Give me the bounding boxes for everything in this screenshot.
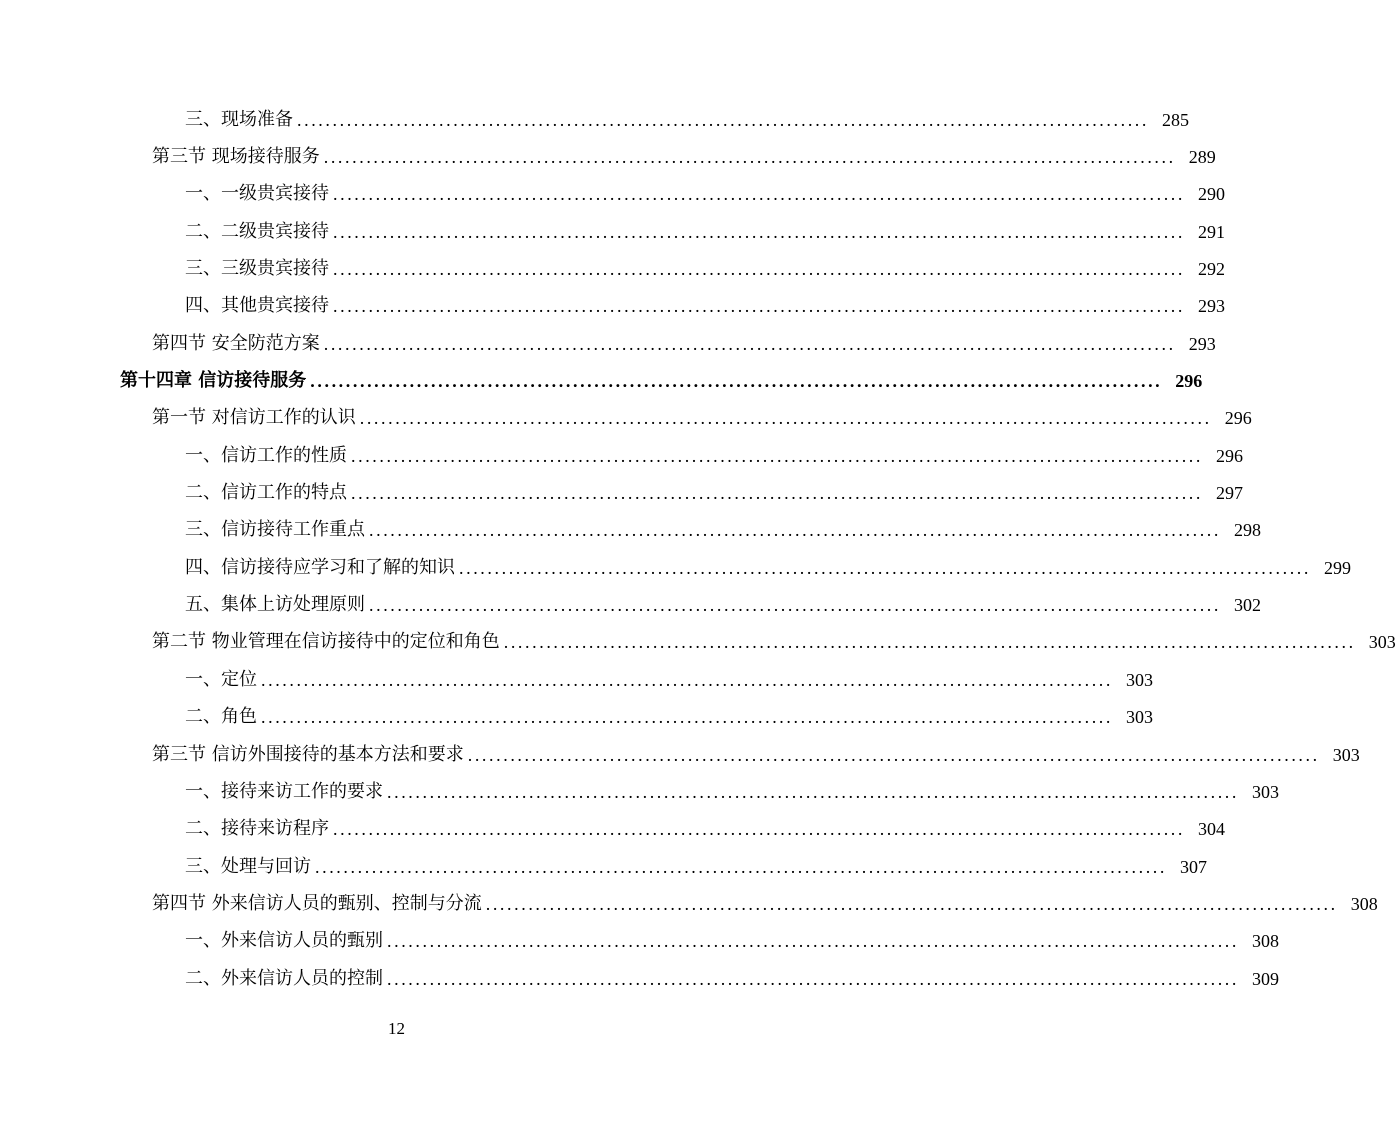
toc-entry-page: 298 xyxy=(1234,520,1261,541)
toc-entry-page: 289 xyxy=(1188,147,1216,168)
toc-entry-title: 三、处理与回访 xyxy=(185,858,315,876)
toc-entry[interactable] xyxy=(0,288,1225,325)
dot-leader: ........................................................................................................................ xyxy=(387,931,1239,952)
toc-entry[interactable] xyxy=(0,250,1225,287)
toc-entry[interactable] xyxy=(0,923,1279,960)
toc-chapter-title: 第十四章 信访接待服务 xyxy=(120,372,310,390)
toc-entry-page: 303 xyxy=(1252,781,1279,802)
toc-entry[interactable] xyxy=(0,512,1261,549)
table-of-contents xyxy=(0,101,1396,997)
dot-leader: ........................................................................................................................ xyxy=(387,968,1239,989)
dot-leader: ........................................................................................................................ xyxy=(359,408,1212,429)
dot-leader: ........................................................................................................................ xyxy=(333,259,1185,280)
toc-entry-page: 303 xyxy=(1368,632,1396,653)
dot-leader: ........................................................................................................................ xyxy=(351,483,1203,504)
toc-entry-title: 一、定位 xyxy=(185,671,261,689)
dot-leader: ........................................................................................................................ xyxy=(323,147,1176,168)
toc-entry[interactable] xyxy=(0,101,1189,138)
toc-entry-page: 308 xyxy=(1252,931,1279,952)
toc-entry-title: 第三节 现场接待服务 xyxy=(152,148,324,166)
toc-entry-page: 293 xyxy=(1188,333,1216,354)
dot-leader: ........................................................................................................................ xyxy=(333,296,1185,317)
toc-entry-title: 第四节 安全防范方案 xyxy=(152,335,324,353)
toc-entry[interactable] xyxy=(0,699,1153,736)
toc-entry-page: 302 xyxy=(1234,595,1261,616)
dot-leader: ........................................................................................................................ xyxy=(315,856,1167,877)
toc-entry-page: 290 xyxy=(1198,184,1225,205)
toc-entry[interactable] xyxy=(0,138,1216,175)
toc-entry-title: 二、外来信访人员的控制 xyxy=(185,970,387,988)
dot-leader: ........................................................................................................................ xyxy=(351,445,1203,466)
dot-leader: ........................................................................................................................ xyxy=(323,333,1176,354)
toc-entry-page: 303 xyxy=(1126,669,1153,690)
toc-entry-page: 303 xyxy=(1126,707,1153,728)
toc-entry-title: 四、其他贵宾接待 xyxy=(185,297,333,315)
toc-entry-title: 三、信访接待工作重点 xyxy=(185,521,369,539)
toc-entry-page: 296 xyxy=(1224,408,1252,429)
toc-entry-title: 第二节 物业管理在信访接待中的定位和角色 xyxy=(152,633,504,651)
toc-entry-title: 一、接待来访工作的要求 xyxy=(185,783,387,801)
dot-leader: ........................................................................................................................ xyxy=(485,893,1338,914)
toc-entry[interactable] xyxy=(0,437,1243,474)
toc-entry[interactable] xyxy=(0,325,1216,362)
toc-entry-title: 二、接待来访程序 xyxy=(185,820,333,838)
toc-entry-page: 307 xyxy=(1180,856,1207,877)
toc-entry[interactable] xyxy=(0,624,1396,661)
toc-entry-page: 303 xyxy=(1332,744,1360,765)
toc-entry[interactable] xyxy=(0,586,1261,623)
toc-entry[interactable] xyxy=(0,213,1225,250)
toc-entry-title: 四、信访接待应学习和了解的知识 xyxy=(185,559,459,577)
toc-entry[interactable] xyxy=(0,773,1279,810)
toc-entry-page: 304 xyxy=(1198,819,1225,840)
dot-leader: ........................................................................................................................ xyxy=(261,669,1113,690)
toc-entry[interactable] xyxy=(0,549,1351,586)
toc-entry[interactable] xyxy=(0,176,1225,213)
page-number: 12 xyxy=(388,1019,405,1038)
toc-entry-title: 第一节 对信访工作的认识 xyxy=(152,409,360,427)
dot-leader: ........................................................................................................................ xyxy=(467,744,1320,765)
dot-leader: ........................................................................................................................ xyxy=(261,707,1113,728)
toc-entry-title: 二、二级贵宾接待 xyxy=(185,223,333,241)
toc-entry-page: 296 xyxy=(1175,371,1203,392)
toc-entry[interactable] xyxy=(0,661,1153,698)
dot-leader: ........................................................................................................................ xyxy=(297,109,1149,130)
toc-entry-title: 三、现场准备 xyxy=(185,111,297,129)
toc-entry-page: 296 xyxy=(1216,445,1243,466)
dot-leader: ........................................................................................................................ xyxy=(387,781,1239,802)
toc-entry-title: 一、信访工作的性质 xyxy=(185,447,351,465)
dot-leader: ........................................................................................................................ xyxy=(333,221,1185,242)
toc-entry-page: 285 xyxy=(1162,109,1189,130)
toc-entry-page: 297 xyxy=(1216,483,1243,504)
toc-entry-title: 第四节 外来信访人员的甄别、控制与分流 xyxy=(152,895,486,913)
dot-leader: ........................................................................................................................ xyxy=(310,371,1163,392)
toc-entry[interactable] xyxy=(0,848,1207,885)
toc-entry[interactable] xyxy=(0,811,1225,848)
toc-entry-page: 299 xyxy=(1324,557,1351,578)
toc-entry-title: 二、信访工作的特点 xyxy=(185,484,351,502)
toc-entry-title: 第三节 信访外围接待的基本方法和要求 xyxy=(152,746,468,764)
toc-entry-page: 309 xyxy=(1252,968,1279,989)
toc-entry-title: 一、一级贵宾接待 xyxy=(185,185,333,203)
toc-chapter-entry[interactable] xyxy=(0,362,1203,399)
toc-entry[interactable] xyxy=(0,960,1279,997)
toc-entry[interactable] xyxy=(0,885,1378,922)
dot-leader: ........................................................................................................................ xyxy=(369,595,1221,616)
toc-entry-title: 一、外来信访人员的甄别 xyxy=(185,932,387,950)
dot-leader: ........................................................................................................................ xyxy=(459,557,1311,578)
dot-leader: ........................................................................................................................ xyxy=(503,632,1356,653)
toc-entry-title: 三、三级贵宾接待 xyxy=(185,260,333,278)
toc-entry[interactable] xyxy=(0,474,1243,511)
toc-entry-title: 二、角色 xyxy=(185,708,261,726)
toc-entry[interactable] xyxy=(0,400,1252,437)
toc-entry-page: 291 xyxy=(1198,221,1225,242)
toc-entry-page: 293 xyxy=(1198,296,1225,317)
dot-leader: ........................................................................................................................ xyxy=(369,520,1221,541)
toc-entry[interactable] xyxy=(0,736,1360,773)
dot-leader: ........................................................................................................................ xyxy=(333,819,1185,840)
dot-leader: ........................................................................................................................ xyxy=(333,184,1185,205)
toc-entry-page: 308 xyxy=(1350,893,1378,914)
toc-entry-page: 292 xyxy=(1198,259,1225,280)
toc-entry-title: 五、集体上访处理原则 xyxy=(185,596,369,614)
